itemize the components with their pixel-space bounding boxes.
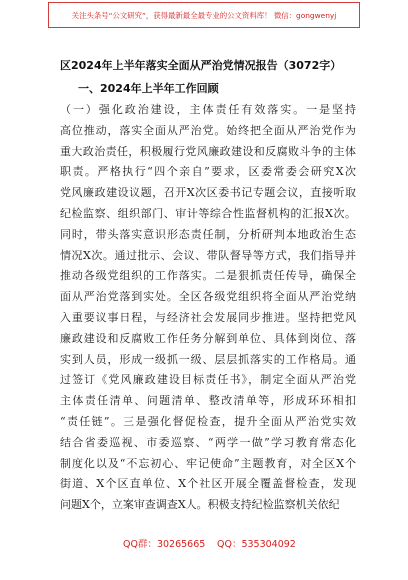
contact-footer [0, 536, 408, 552]
body-line: “责任链”。三是强化督促检查，提升全面从严治党实效 [60, 414, 356, 428]
document-body [60, 100, 356, 516]
body-line: 高位推动，落实全面从严治党。始终把全面从严治党作为 [60, 123, 356, 137]
qq-number: QQ：535304092 [217, 539, 296, 550]
body-line: 结合省委巡视、市委巡察、“两学一做”学习教育常态化 [60, 435, 356, 449]
body-line: 重大政治责任，积极履行党风廉政建设和反腐败斗争的主体 [60, 144, 356, 158]
body-line: 实到人员，形成一级抓一级、层层抓落实的工作格局。通 [60, 352, 356, 366]
document-title: 区2024年上半年落实全面从严治党情况报告（3072字） [60, 59, 342, 72]
body-line: 过签订《党风廉政建设目标责任书》，制定全面从严治党 [60, 373, 356, 387]
body-line: 问题X个，立案审查调查X人。积极支持纪检监察机关依纪 [60, 498, 340, 512]
body-line: 制度化以及“不忘初心、牢记使命”主题教育，对全区X个 [60, 456, 356, 470]
body-line: 廉政建设和反腐败工作任务分解到单位、具体到岗位、落 [60, 331, 356, 345]
body-line: 情况X次。通过批示、会议、带队督导等方式，我们指导并 [60, 248, 356, 262]
body-line: 面从严治党落到实处。全区各级党组织将全面从严治党纳 [60, 290, 356, 304]
body-line: 纪检监察、组织部门、审计等综合性监督机构的汇报X次。 [60, 206, 356, 220]
body-line: 同时，带头落实意识形态责任制，分析研判本地政治生态 [60, 227, 356, 241]
promo-banner-text: 关注头条号“公文研究”，获得最新最全最专业的公文资料库！ 微信：gongwenyj [71, 10, 337, 20]
promo-banner [48, 2, 360, 28]
body-line: 入重要议事日程，与经济社会发展同步推进。坚持把党风 [60, 310, 356, 324]
body-line: 推动各级党组织的工作落实。二是狠抓责任传导，确保全 [60, 269, 356, 283]
body-line: （一）强化政治建设，主体责任有效落实。一是坚持 [60, 103, 356, 116]
section-heading: 一、2024年上半年工作回顾 [78, 82, 219, 95]
qq-group-number: QQ群：30265665 [123, 539, 206, 550]
body-line: 街道、X个区直单位、X个社区开展全覆盖督检查，发现 [60, 477, 356, 491]
body-line: 党风廉政建设议题，召开X次区委书记专题会议，直接听取 [60, 186, 356, 200]
body-line: 主体责任清单、问题清单、整改清单等，形成环环相扣 [60, 394, 356, 408]
body-line: 职责。严格执行“四个亲自”要求，区委常委会研究X次 [60, 165, 356, 179]
